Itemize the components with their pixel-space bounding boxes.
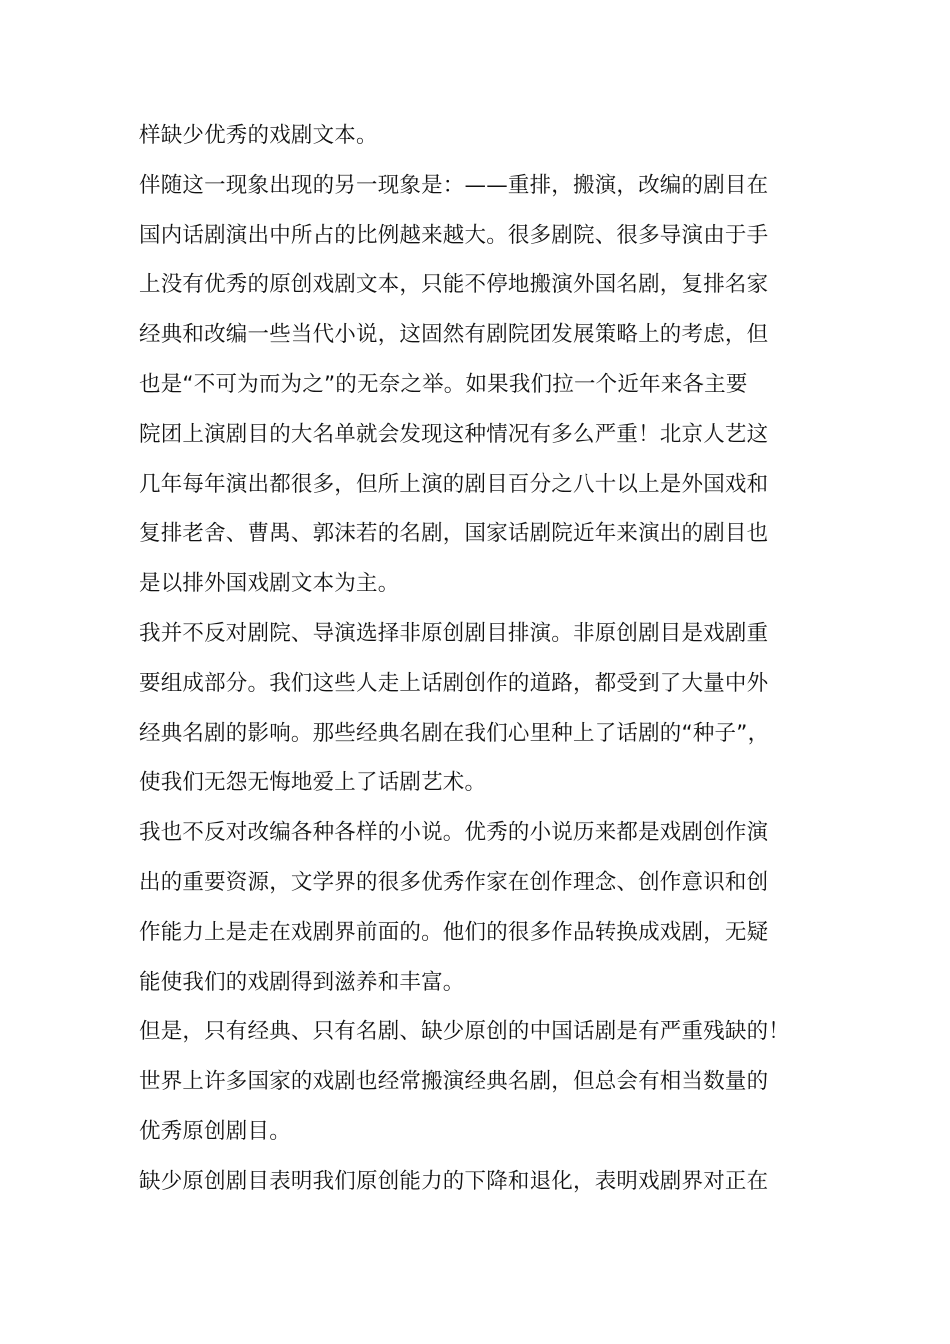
text-line: 院团上演剧目的大名单就会发现这种情况有多么严重！北京人艺这 (139, 421, 769, 447)
text-line: 能使我们的戏剧得到滋养和丰富。 (139, 969, 465, 995)
text-line: 缺少原创剧目表明我们原创能力的下降和退化，表明戏剧界对正在 (139, 1168, 769, 1194)
text-line: 出的重要资源，文学界的很多优秀作家在创作理念、创作意识和创 (139, 869, 769, 895)
text-line: 上没有优秀的原创戏剧文本，只能不停地搬演外国名剧，复排名家 (139, 272, 769, 298)
text-line: 样缺少优秀的戏剧文本。 (139, 123, 378, 148)
text-line: 伴随这一现象出现的另一现象是：——重排，搬演，改编的剧目在 (139, 172, 769, 198)
text-line: 是以排外国戏剧文本为主。 (139, 571, 400, 597)
text-line: 作能力上是走在戏剧界前面的。他们的很多作品转换成戏剧，无疑 (139, 919, 769, 945)
body-text (139, 114, 819, 1210)
text-line: 优秀原创剧目。 (139, 1118, 291, 1144)
text-line: 要组成部分。我们这些人走上话剧创作的道路，都受到了大量中外 (139, 670, 769, 696)
text-line: 使我们无怨无悔地爱上了话剧艺术。 (139, 770, 487, 796)
text-line: 但是，只有经典、只有名剧、缺少原创的中国话剧是有严重残缺的！ (139, 1019, 791, 1045)
text-line: 复排老舍、曹禺、郭沫若的名剧，国家话剧院近年来演出的剧目也 (139, 521, 769, 547)
text-line: 世界上许多国家的戏剧也经常搬演经典名剧，但总会有相当数量的 (139, 1069, 769, 1095)
text-line: 国内话剧演出中所占的比例越来越大。很多剧院、很多导演由于手 (139, 222, 769, 248)
text-line: 也是“不可为而为之”的无奈之举。如果我们拉一个近年来各主要 (139, 371, 748, 397)
text-line: 我并不反对剧院、导演选择非原创剧目排演。非原创剧目是戏剧重 (139, 620, 769, 646)
text-line: 经典名剧的影响。那些经典名剧在我们心里种上了话剧的“种子”， (139, 720, 770, 746)
text-line: 经典和改编一些当代小说，这固然有剧院团发展策略上的考虑，但 (139, 322, 769, 348)
text-line: 几年每年演出都很多，但所上演的剧目百分之八十以上是外国戏和 (139, 471, 769, 497)
text-line: 我也不反对改编各种各样的小说。优秀的小说历来都是戏剧创作演 (139, 820, 769, 846)
